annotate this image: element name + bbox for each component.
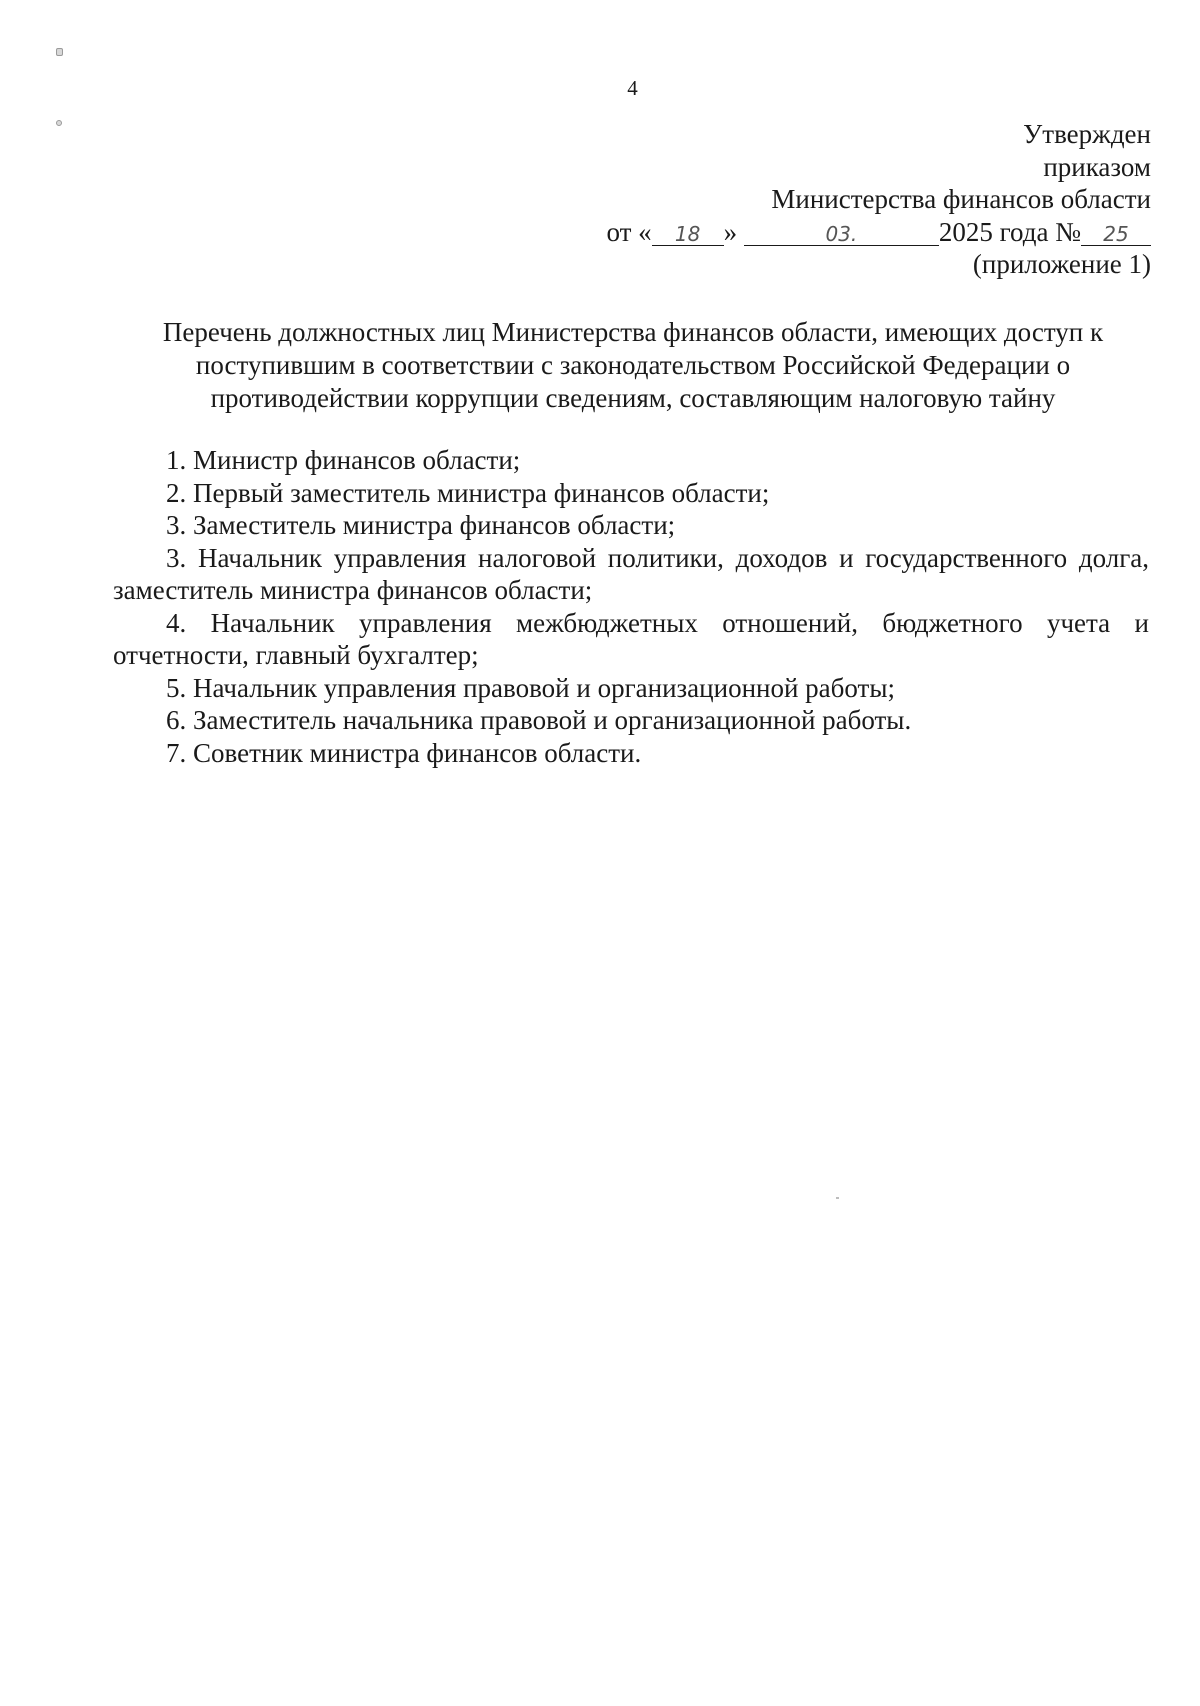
document-title: Перечень должностных лиц Министерства финансов области, имеющих доступ к поступившим в соответствии с законодательством Российской Федерации о противодействии коррупции сведениям, составляющим налоговую тайну [162, 317, 1104, 413]
date-month-handwritten: 03. [744, 223, 939, 246]
list-item: 6. Заместитель начальника правовой и организационной работы. [166, 705, 912, 735]
approval-ministry: Министерства финансов области [771, 184, 1151, 214]
list-item: 3. Начальник управления налоговой политики, доходов и государственного долга, заместитель министра финансов области; [113, 542, 1149, 605]
approval-heading: Утвержден [1023, 119, 1151, 149]
scan-artifact [56, 48, 63, 56]
list-item: 7. Советник министра финансов области. [166, 737, 642, 768]
scan-artifact [836, 1197, 839, 1199]
officials-list [113, 444, 1149, 769]
date-mid: » [723, 216, 738, 247]
list-item: 5. Начальник управления правовой и организационной работы; [166, 672, 895, 703]
approval-block [606, 118, 1151, 281]
order-number-handwritten: 25 [1081, 223, 1151, 246]
approval-appendix: (приложение 1) [972, 249, 1151, 279]
scan-artifact [56, 120, 62, 126]
list-item: 2. Первый заместитель министра финансов области; [166, 477, 770, 508]
date-day-handwritten: 18 [652, 223, 724, 246]
list-item: 4. Начальник управления межбюджетных отношений, бюджетного учета и отчетности, главный бухгалтер; [113, 607, 1149, 670]
date-year-text: 2025 года № [938, 216, 1081, 247]
approval-order-word: приказом [1043, 151, 1151, 182]
date-prefix: от « [606, 216, 652, 247]
page-number: 4 [627, 76, 638, 100]
list-item: 1. Министр финансов области; [166, 445, 521, 475]
list-item: 3. Заместитель министра финансов области; [166, 510, 676, 540]
approval-date-line [606, 216, 1151, 249]
